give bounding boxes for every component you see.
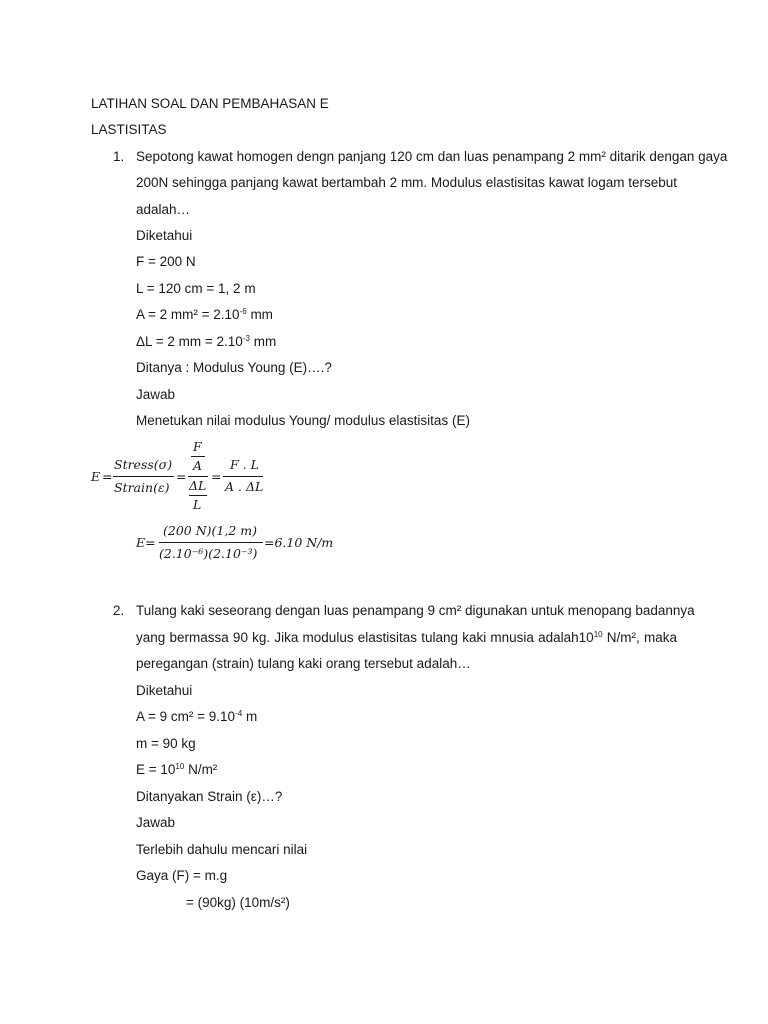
- formula-FL: F . L: [230, 457, 259, 472]
- formula-eq-1: =: [102, 469, 113, 484]
- formula-dL: ΔL: [189, 478, 207, 493]
- calc-fraction-bar: [159, 542, 263, 543]
- problem2-question-line3: peregangan (strain) tulang kaki orang tersebut adalah…: [136, 656, 471, 671]
- problem2-answer-label: Jawab: [136, 815, 176, 830]
- problem1-question-line3: adalah…: [136, 202, 191, 217]
- problem2-known-modulus: $E = 10^{10}$ N/m²: [136, 762, 218, 777]
- problem2-step3: = (90kg) (10m/s²): [186, 895, 290, 910]
- problem1-number: 1.: [113, 149, 125, 164]
- problem2-step1: Terlebih dahulu mencari nilai: [136, 842, 308, 857]
- formula-fraction-bar-F-A: [191, 456, 205, 457]
- problem1-asked: Ditanya : Modulus Young (E)….?: [136, 360, 332, 375]
- problem1-question-line1: Sepotong kawat homogen dengn panjang 120 cm dan luas penampang 2 mm² ditarik dengan gaya: [136, 149, 728, 164]
- problem1-step: Menetukan nilai modulus Young/ modulus elastisitas (E): [136, 413, 470, 428]
- formula-lhs: E: [91, 469, 101, 484]
- problem2-known-area: A = 9 $cm^2 = 9.10^{-4}$ m: [136, 709, 258, 724]
- problem1-known-force: F = 200 N: [136, 254, 196, 269]
- document-title-line2: LASTISITAS: [91, 122, 167, 137]
- problem2-asked: Ditanyakan Strain (ε)…?: [136, 789, 283, 804]
- calc-denominator: (2.10⁻⁶)(2.10⁻³): [159, 546, 258, 561]
- problem1-question-line2: 200N sehingga panjang kawat bertambah 2 mm. Modulus elastisitas kawat logam tersebut: [136, 175, 678, 190]
- problem2-question-line2: yang bermassa 90 kg. Jika modulus elastisitas tulang kaki mnusia $adalah10^{10}$ N/m², maka: [136, 630, 677, 645]
- document-title-line1: LATIHAN SOAL DAN PEMBAHASAN E: [91, 96, 329, 111]
- problem1-known-length: L = 120 cm = 1, 2 m: [136, 281, 256, 296]
- formula-strain: Strain(ε): [114, 480, 170, 495]
- formula-fraction-bar-main: [188, 476, 208, 477]
- formula-fraction-bar-4: [223, 476, 263, 477]
- formula-stress: Stress(σ): [114, 457, 173, 472]
- problem1-known-area: A = 2 $mm^2 = 2.10^{-6}$ mm: [136, 307, 273, 322]
- problem2-question-line1: Tulang kaki seseorang dengan luas penampang 9 cm² digunakan untuk menopang badannya: [136, 603, 695, 618]
- formula-F: F: [193, 439, 202, 454]
- formula-A: A: [193, 458, 203, 473]
- formula-fraction-bar-1: [113, 476, 174, 477]
- problem2-step2: Gaya (F) = m.g: [136, 868, 228, 883]
- problem2-number: 2.: [113, 603, 125, 618]
- problem1-known-delta-length: ΔL = 2 mm = $2.10^{-3}$ mm: [136, 334, 277, 349]
- formula-AdL: A . ΔL: [225, 479, 264, 494]
- calc-lhs: E=: [136, 535, 156, 550]
- formula-L: L: [193, 497, 202, 512]
- problem2-known-mass: m = 90 kg: [136, 736, 196, 751]
- calc-result: =6.10 N/m: [264, 535, 334, 550]
- problem2-known-label: Diketahui: [136, 683, 193, 698]
- problem1-answer-label: Jawab: [136, 387, 176, 402]
- calc-numerator: (200 N)(1,2 m): [163, 523, 257, 538]
- formula-eq-2: =: [176, 469, 187, 484]
- problem1-known-label: Diketahui: [136, 228, 193, 243]
- formula-fraction-bar-dL-L: [189, 495, 207, 496]
- formula-eq-3: =: [211, 469, 222, 484]
